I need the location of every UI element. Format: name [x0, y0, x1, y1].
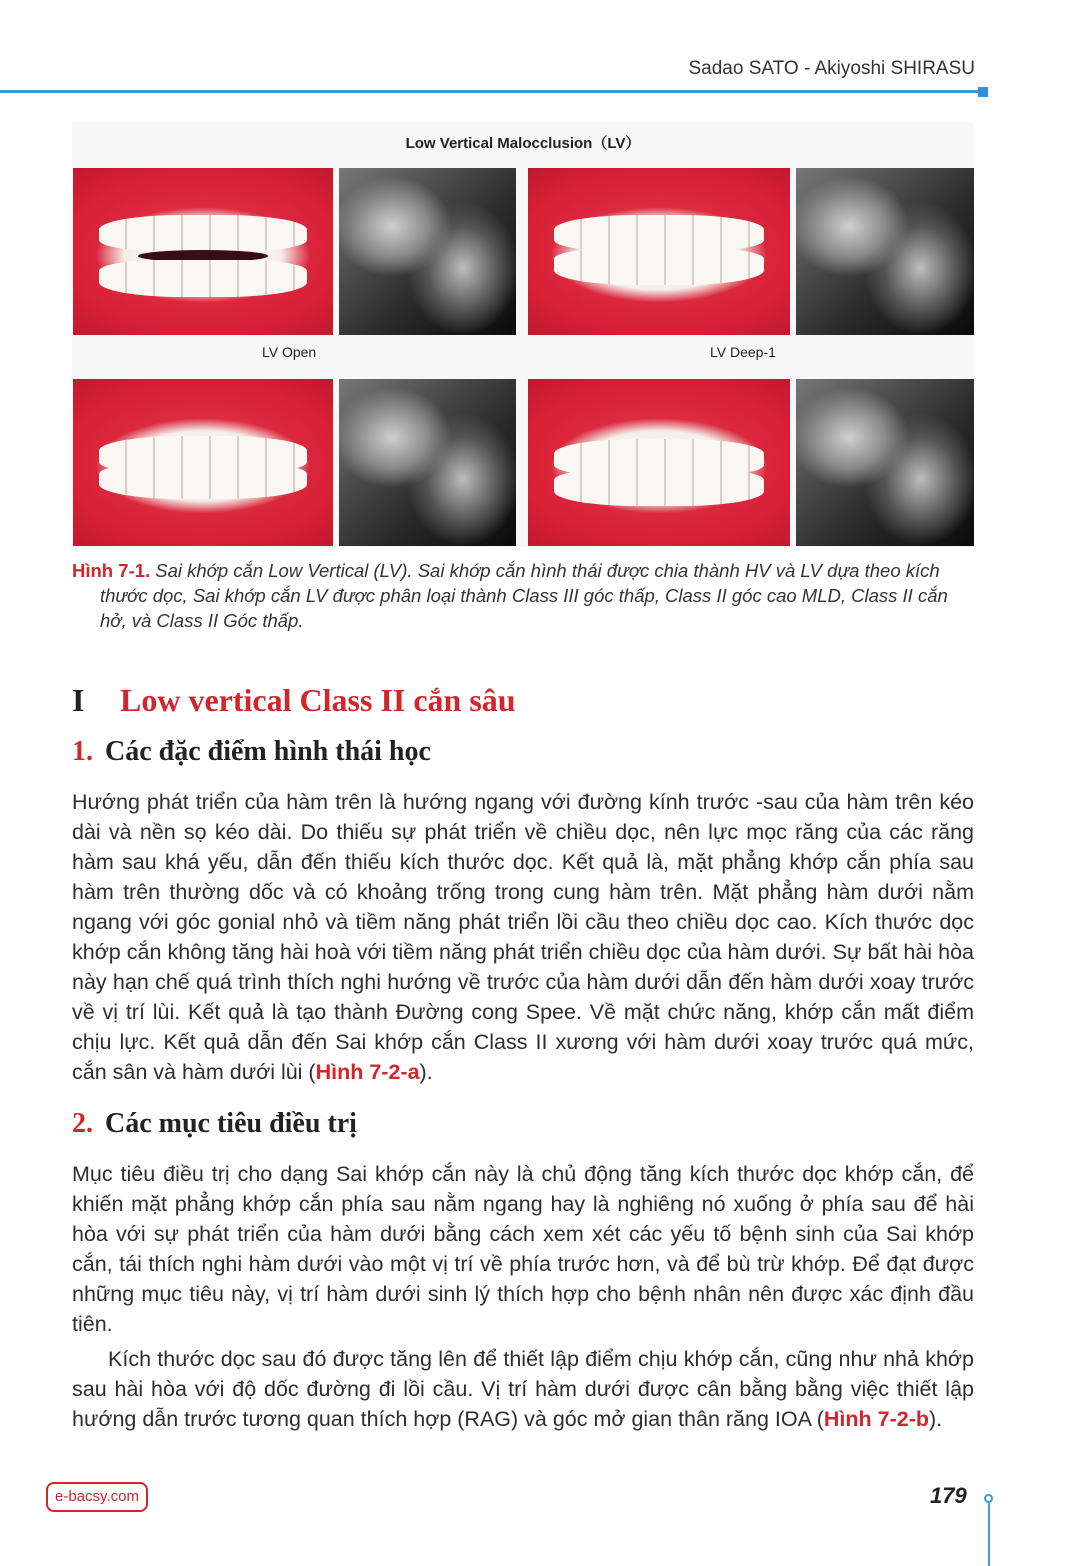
header-author: Sadao SATO - Akiyoshi SHIRASU: [688, 58, 975, 79]
paragraph-3-end: ).: [928, 1407, 943, 1431]
photo-intraoral-lv-deep-2: [528, 379, 790, 546]
paragraph-1-text: Hướng phát triển của hàm trên là hướng ngang với đường kính trước -sau của hàm trên kéo dài và nền sọ kéo dài. Do thiếu sự phát triển về chiều dọc, nên lực mọc răng của các răng hàm sau khá yếu, dẫn đến thiếu kích thước dọc. Kết quả là, mặt phẳng khớp cắn phía sau hàm trên thường dốc và có khoảng trống trong cung hàm trên. Mặt phẳng hàm dưới nằm ngang với góc gonial nhỏ và tiềm năng phát triển lồi cầu theo chiều dọc cao. Kích thước dọc khớp cắn không tăng hài hoà với tiềm năng phát triển chiều dọc của hàm dưới. Sự bất hài hòa này hạn chế quá trình thích nghi hướng về trước của hàm dưới dẫn đến hàm dưới xoay trước về vị trí lùi. Kết quả là tạo thành Đường cong Spee. Về mặt chức năng, khớp cắn mất điểm chịu lực. Kết quả dẫn đến Sai khớp cắn Class II xương với hàm dưới xoay trước quá mức, cắn sân và hàm dưới lùi (: [72, 790, 974, 1084]
header-rule: [0, 90, 982, 93]
figure-title: Low Vertical Malocclusion（LV）: [405, 135, 641, 152]
footer-site-link[interactable]: e-bacsy.com: [46, 1482, 148, 1512]
caption-line1: Sai khớp cắn Low Vertical (LV). Sai khớp cắn hình thái được chia thành HV và LV dựa theo kích: [150, 560, 940, 581]
photo-intraoral-lv-deep-1: [528, 168, 790, 335]
page-line-ornament: [988, 1503, 990, 1566]
subheading-1-number: 1.: [72, 736, 93, 767]
figure-7-1: [72, 122, 974, 547]
caption-rest: thước dọc, Sai khớp cắn LV được phân loại thành Class III góc thấp, Class II góc cao MLD, Class II cắn hở, và Class II Góc thấp.: [100, 585, 948, 631]
subheading-1-title: Các đặc điểm hình thái học: [105, 736, 431, 767]
paragraph-3-text: Kích thước dọc sau đó được tăng lên để thiết lập điểm chịu khớp cắn, cũng như nhả khớp sau hài hòa với độ dốc đường đi lồi cầu. Vị trí hàm dưới được cân bằng bằng việc thiết lập hướng dẫn trước tương quan thích hợp (RAG) và góc mở gian thân răng IOA (: [72, 1347, 974, 1431]
photo-xray-lv-deep-2: [796, 379, 974, 546]
paragraph-1: [72, 787, 974, 1087]
photo-intraoral-lv-open-1: [73, 168, 333, 335]
header-square: [978, 87, 988, 97]
figure-label-lv-open: LV Open: [262, 344, 317, 360]
figure-label-lv-deep-1: LV Deep-1: [710, 344, 776, 360]
figure-caption: [72, 558, 977, 633]
paragraph-3: [72, 1344, 974, 1434]
section-number: I: [72, 682, 85, 718]
figure-ref-7-2-a[interactable]: Hình 7-2-a: [315, 1060, 420, 1084]
subheading-2-title: Các mục tiêu điều trị: [105, 1108, 357, 1139]
paragraph-1-end: ).: [419, 1060, 433, 1084]
figure-ref-7-2-b[interactable]: Hình 7-2-b: [823, 1407, 929, 1431]
photo-intraoral-lv-open-2: [73, 379, 333, 546]
page-circle-ornament: [984, 1494, 993, 1503]
subheading-1: [72, 736, 431, 768]
photo-xray-lv-deep-1: [796, 168, 974, 335]
subheading-2-number: 2.: [72, 1108, 93, 1139]
photo-xray-lv-open-2: [339, 379, 516, 546]
caption-label: Hình 7-1.: [72, 560, 151, 581]
subheading-2: [72, 1108, 357, 1140]
photo-xray-lv-open-1: [339, 168, 516, 335]
section-heading: [72, 682, 516, 719]
section-title: Low vertical Class II cắn sâu: [120, 682, 516, 718]
paragraph-2: Mục tiêu điều trị cho dạng Sai khớp cắn này là chủ động tăng kích thước dọc khớp cắn, để khiến mặt phẳng khớp cắn phía sau nằm ngang hay là nghiêng nó xuống ở phía sau để hài hòa với sự phát triển của hàm dưới bằng cách xem xét các yếu tố bệnh sinh của Sai khớp cắn, tái thích nghi hàm dưới vào một vị trí về phía trước hơn, và để bù trừ khớp. Để đạt được những mục tiêu này, vị trí hàm dưới sinh lý thích hợp cho bệnh nhân nên được xác định đầu tiên.: [72, 1162, 974, 1336]
page-number: 179: [930, 1483, 967, 1508]
